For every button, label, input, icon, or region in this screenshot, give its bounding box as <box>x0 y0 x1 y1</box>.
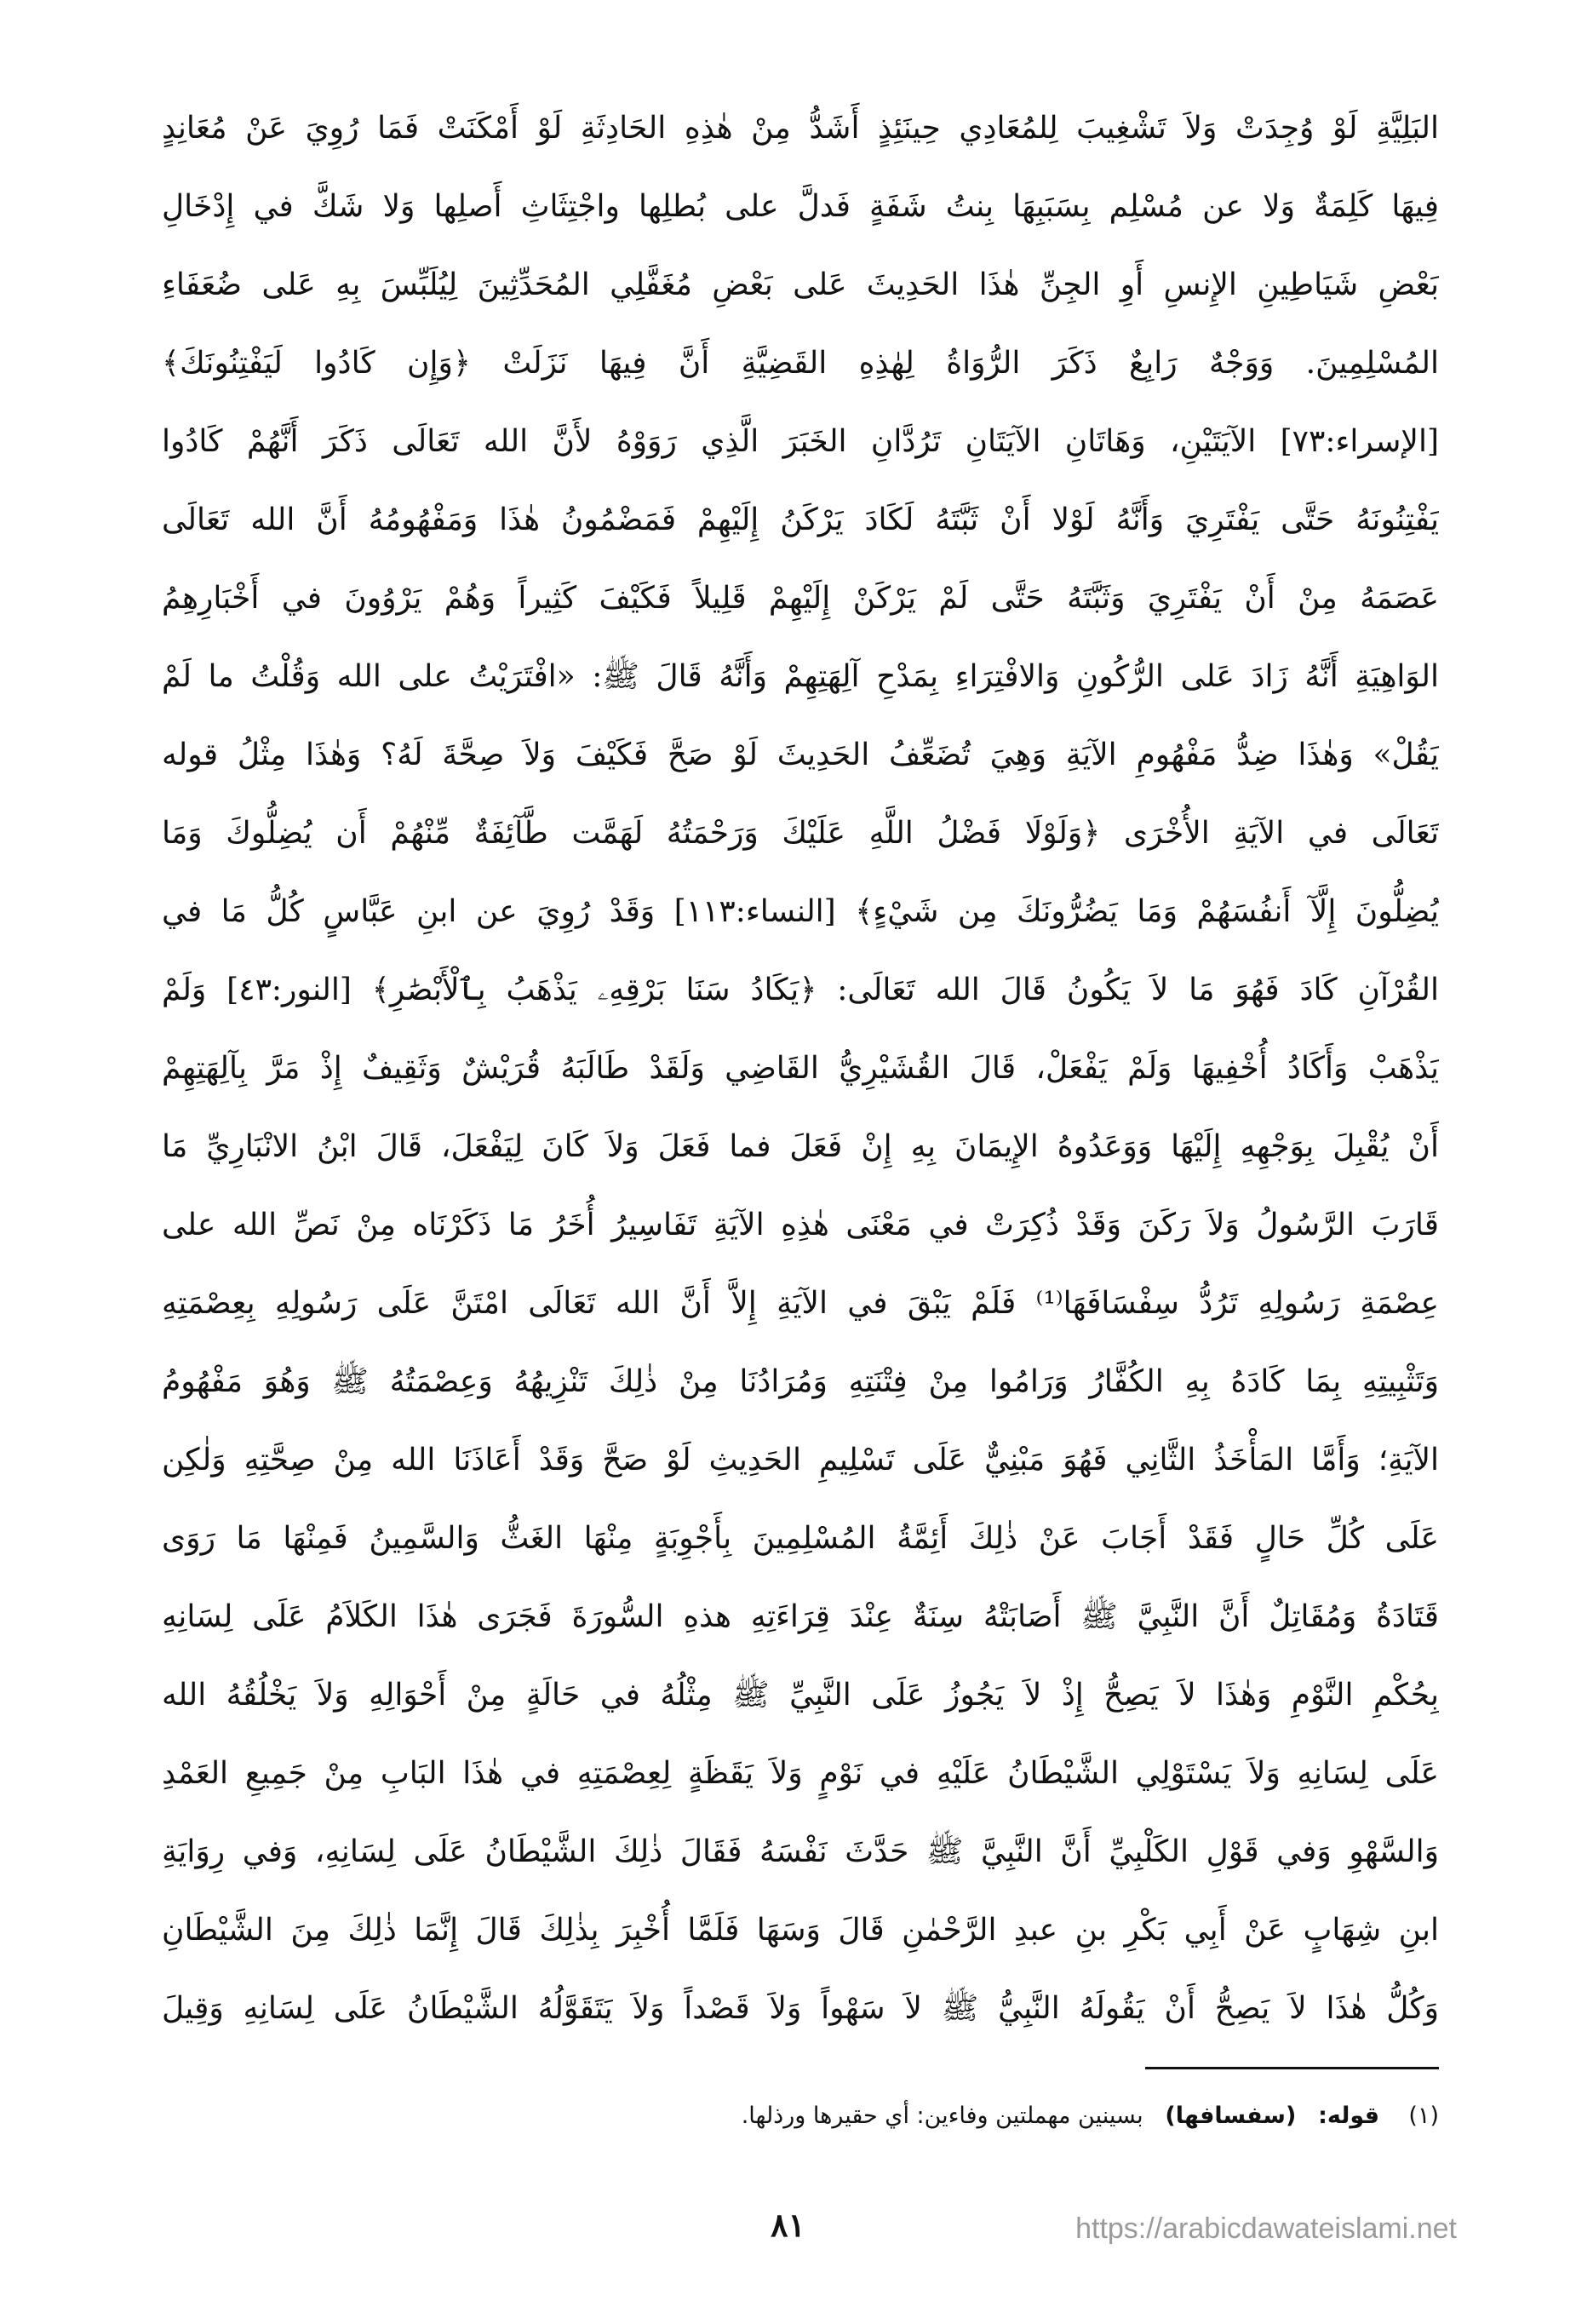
text-line: يَفْتِنُونَهُ حَتَّى يَفْتَرِيَ وَأَنَّهُ لَوْلا أَنْ ثَبَّتَهُ لَكَادَ يَرْكَنُ إِلَيْهِمْ فَمَضْمُونُ هٰذَا وَمَفْهُومُهُ أَنَّ الله تَعَالَى <box>162 502 1439 537</box>
text-line: تَعَالَى في الآيَةِ الأُخْرَى ﴿وَلَوْلَا فَضْلُ اللَّهِ عَلَيْكَ وَرَحْمَتُهُ لَهَمَّت طَّآئِفَةٌ مِّنْهُمْ أَن يُضِلُّوكَ وَمَا <box>162 816 1439 851</box>
text-line: عَلَى لِسَانِهِ وَلاَ يَسْتَوْلِي الشَّيْطَانُ عَلَيْهِ في نَوْمٍ وَلاَ يَقَظَةٍ لِعِصْمَتِهِ في هٰذَا البَابِ مِنْ جَمِيعِ العَمْدِ <box>162 1756 1439 1791</box>
text-line: فِيهَا كَلِمَةٌ وَلا عن مُسْلِم بِسَبَبِهَا بِنتُ شَفَةٍ فَدلَّ على بُطلِها واجْتِثَاثِ أَصلِها وَلا شَكَّ في إِدْخَالِ <box>162 189 1439 224</box>
footnote-number: (١) <box>1408 2103 1439 2129</box>
text-line: [الإسراء:٧٣] الآيَتَيْنِ، وَهَاتَانِ الآيَتَانِ تَرُدَّانِ الخَبَرَ الَّذِي رَوَوْهُ لأَنَّ الله تَعَالَى ذَكَرَ أَنَّهُمْ كَادُوا <box>162 424 1439 459</box>
footnote-text: بسينين مهملتين وفاءين: أي حقيرها ورذلها. <box>741 2103 1143 2129</box>
main-text <box>162 89 1439 2048</box>
text-line: وَالسَّهْوِ وَفي قَوْلِ الكَلْبِيِّ أَنَّ النَّبِيَّ ﷺ حَدَّثَ نَفْسَهُ فَقَالَ ذٰلِكَ الشَّيْطَانُ عَلَى لِسَانِهِ، وَفي رِوَايَةِ <box>162 1834 1439 1869</box>
footnote-lead: قوله: <box>1318 2103 1380 2129</box>
text-line: بَعْضِ شَيَاطِينِ الإِنسِ أَوِ الجِنِّ هٰذَا الحَدِيثَ عَلى بَعْضِ مُغَفَّلِي المُحَدِّثِينَ لِيُلَبِّسَ بِهِ عَلى ضُعَفَاءِ <box>162 267 1439 302</box>
text-line: عَلَى كُلِّ حَالٍ فَقَدْ أَجَابَ عَنْ ذٰلِكَ أَئِمَّةُ المُسْلِمِينَ بِأَجْوِبَةٍ مِنْهَا الغَثُّ وَالسَّمِينُ فَمِنْهَا مَا رَوَى <box>162 1521 1439 1556</box>
footnote-divider <box>1145 2067 1439 2069</box>
text-line: عَصَمَهُ مِنْ أَنْ يَفْتَرِيَ وَثَبَّتَهُ حَتَّى لَمْ يَرْكَنْ إِلَيْهِمْ قَلِيلاً فَكَيْفَ كَثِيراً وَهُمْ يَرْوُونَ في أَخْبَارِهِمُ <box>162 581 1439 616</box>
text-line: يُضِلُّونَ إِلَّآ أَنفُسَهُمْ وَمَا يَضُرُّونَكَ مِن شَيْءٍ﴾ [النساء:١١٣] وَقَدْ رُوِيَ عن ابنِ عَبَّاسٍ كُلُّ مَا في <box>162 894 1439 929</box>
text-line: القُرْآنِ كَادَ فَهُوَ مَا لاَ يَكُونُ قَالَ الله تَعَالَى: ﴿يَكَادُ سَنَا بَرْقِهِۦ يَذْهَبُ بِٱلْأَبْصَٰرِ﴾ [النور:٤٣] وَلَمْ <box>162 973 1439 1007</box>
text-line: يَذْهَبْ وَأَكَادُ أُخْفِيهَا وَلَمْ يَفْعَلْ، قَالَ القُشَيْرِيُّ القَاضِي وَلَقَدْ طَالَبَهُ قُرَيْشٌ وَثَقِيفٌ إِذْ مَرَّ بِآلِهَتِهِمْ <box>162 1051 1439 1086</box>
text-line: قَارَبَ الرَّسُولُ وَلاَ رَكَنَ وَقَدْ ذُكِرَتْ في مَعْنَى هٰذِهِ الآيَةِ تَفَاسِيرُ أُخَرُ مَا ذَكَرْنَاه مِنْ نَصِّ الله على <box>162 1208 1439 1242</box>
footnote-term: (سفسافها) <box>1165 2103 1297 2129</box>
text-line: ابنِ شِهَابٍ عَنْ أَبِي بَكْرِ بنِ عبدِ الرَّحْمٰنِ قَالَ وَسَهَا فَلَمَّا أُخْبِرَ بِذٰلِكَ قَالَ إِنَّمَا ذٰلِكَ مِنَ الشَّيْطَانِ <box>162 1913 1439 1948</box>
text-line: يَقُلْ» وَهٰذَا ضِدُّ مَفْهُومِ الآيَةِ وَهِيَ تُضَعِّفُ الحَدِيثَ لَوْ صَحَّ فَكَيْفَ وَلاَ صِحَّةَ لَهُ؟ وَهٰذَا مِثْلُ قوله <box>162 737 1439 772</box>
text-line: أَنْ يُقْبِلَ بِوَجْهِهِ إِلَيْهَا وَوَعَدُوهُ الإِيمَانَ بِهِ إِنْ فَعَلَ فما فَعَلَ وَلاَ كَانَ لِيَفْعَلَ، قَالَ ابْنُ الانْبَارِيِّ مَا <box>162 1129 1439 1164</box>
text-line: قَتَادَةُ وَمُقَاتِلٌ أَنَّ النَّبِيَّ ﷺ أَصَابَتْهُ سِنَةٌ عِنْدَ قِرَاءَتِهِ هذهِ السُّورَةَ فَجَرَى هٰذَا الكَلاَمُ عَلَى لِسَانِهِ <box>162 1599 1439 1634</box>
text-line: المُسْلِمِينَ. وَوَجْهٌ رَابِعٌ ذَكَرَ الرُّوَاةُ لِهٰذِهِ القَضِيَّةِ أَنَّ فِيهَا نَزَلَتْ ﴿وَإِن كَادُوا لَيَفْتِنُونَكَ﴾ <box>162 346 1439 381</box>
text-line: الوَاهِيَةِ أَنَّهُ زَادَ عَلى الرُّكُونِ وَالافْتِرَاءِ بِمَدْحِ آلِهَتِهِمْ وَأَنَّهُ قَالَ ﷺ: «افْتَرَيْتُ على الله وَقُلْتُ ما لَمْ <box>162 659 1439 694</box>
text-line: البَلِيَّةِ لَوْ وُجِدَتْ وَلاَ تَشْغِيبَ لِلمُعَادِي حِينَئِذٍ أَشَدُّ مِنْ هٰذِهِ الحَادِثَةِ لَوْ أَمْكَنَتْ فَمَا رُوِيَ عَنْ مُعَانِدٍ <box>162 111 1439 146</box>
text-line: بِحُكْمِ النَّوْمِ وَهٰذَا لاَ يَصِحُّ إِذْ لاَ يَجُوزُ عَلَى النَّبِيِّ ﷺ مِثْلُهُ في حَالَةٍ مِنْ أَحْوَالِهِ وَلاَ يَخْلُقُهُ الله <box>162 1678 1439 1713</box>
page-number: ٨١ <box>771 2206 805 2244</box>
text-line: الآيَةِ؛ وَأَمَّا المَأْخَذُ الثَّانِي فَهُوَ مَبْنِيٌّ عَلَى تَسْلِيمِ الحَدِيثِ لَوْ صَحَّ وَقَدْ أَعَاذَنَا الله مِنْ صِحَّتِهِ وَلٰكِن <box>162 1443 1439 1478</box>
text-line: وَتَثْبِيتِهِ بِمَا كَادَهُ بِهِ الكُفَّارُ وَرَامُوا مِنْ فِتْنَتِهِ وَمُرَادُنَا مِنْ ذٰلِكَ تَنْزِيهُهُ وَعِصْمَتُهُ ﷺ وَهُوَ مَفْهُومُ <box>162 1364 1439 1399</box>
footnote <box>162 2091 1439 2142</box>
text-line: وَكُلُّ هٰذَا لاَ يَصِحُّ أَنْ يَقُولَهُ النَّبِيُّ ﷺ لاَ سَهْواً وَلاَ قَصْداً وَلاَ يَتَقَوَّلُهُ الشَّيْطَانُ عَلَى لِسَانِهِ وَقِيلَ <box>162 1991 1439 2026</box>
watermark-url: https://arabicdawateislami.net <box>1075 2212 1457 2245</box>
text-line: عِصْمَةِ رَسُولِهِ تَرُدُّ سِفْسَافَهَا⁽¹⁾ فَلَمْ يَبْقَ في الآيَةِ إِلاَّ أَنَّ الله تَعَالَى امْتَنَّ عَلَى رَسُولِهِ بِعِصْمَتِهِ <box>162 1286 1439 1321</box>
